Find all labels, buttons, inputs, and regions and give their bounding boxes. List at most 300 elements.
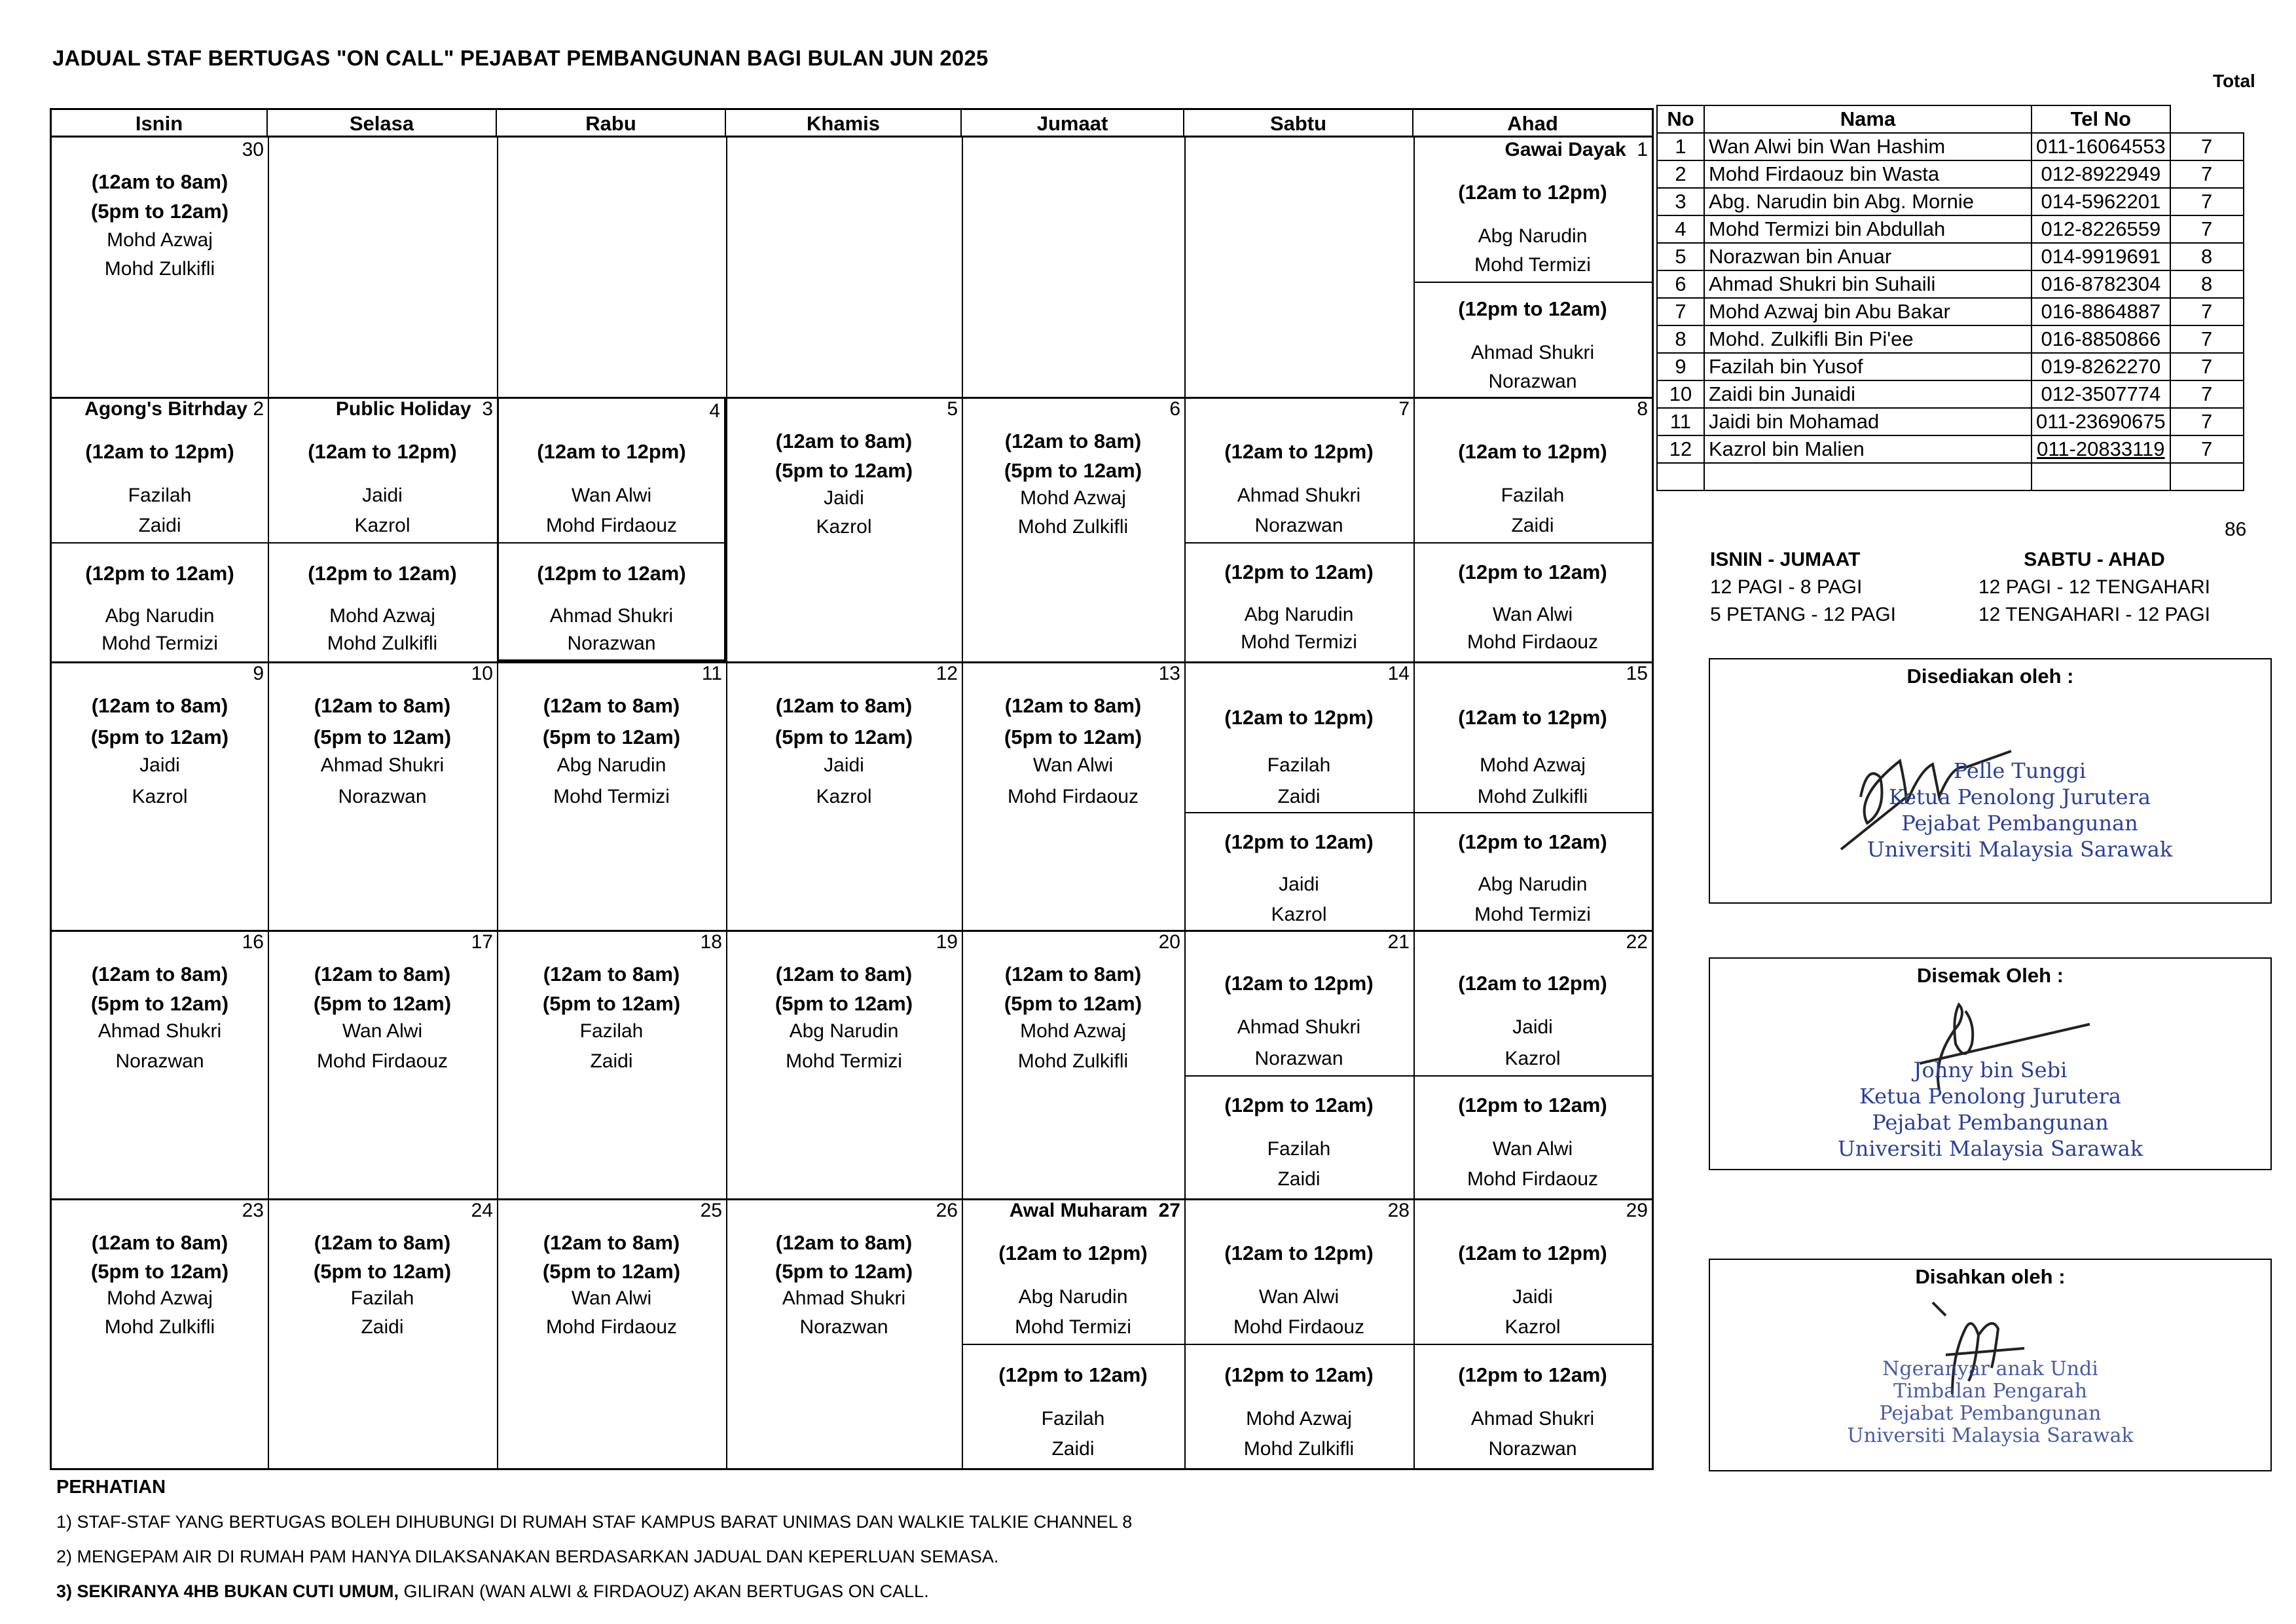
shift-divider [1413,812,1652,813]
staff-name: Abg Narudin [556,754,666,776]
holiday-label: Awal Muharam 27 [1009,1200,1180,1221]
staff-name: Kazrol [354,515,410,536]
staff-name: Mohd Firdaouz [545,515,678,536]
calendar-day-5 [726,397,962,661]
day-header-ahad: Ahad [1413,110,1652,138]
staff-name: Norazwan [115,1050,204,1072]
staff-tel: 012-3507774 [2032,380,2170,408]
table-row [1657,270,2244,298]
shift-divider [1184,1075,1413,1077]
staff-name: Norazwan [338,786,427,807]
calendar-day-7 [1184,397,1413,661]
calendar-day-15 [1413,661,1652,930]
shift-label: (12pm to 12am) [998,1363,1148,1386]
day-number: 16 [242,931,264,953]
calendar-day-18 [497,930,726,1198]
stamp-line: Pejabat Pembangunan [1879,1402,2102,1425]
calendar-day-8 [1413,397,1652,661]
holiday-label: Agong's Bitrhday 2 [84,398,264,420]
day-number: 26 [936,1200,958,1221]
stamp-line: Pejabat Pembangunan [1872,1110,2109,1135]
shift-label: (5pm to 12am) [1004,726,1142,748]
shift-divider [1413,1344,1652,1345]
table-row [1657,133,2244,160]
shift-label: (5pm to 12am) [90,992,229,1015]
total-column-label: Total [2213,71,2255,91]
day-number: 18 [700,931,722,953]
day-number: 8 [1637,398,1648,420]
staff-name: Abg Narudin [1018,1286,1128,1308]
shift-divider [1184,812,1413,813]
staff-name: Wan Alwi [571,485,652,506]
staff-total: 7 [2170,353,2244,380]
staff-total: 7 [2170,380,2244,408]
shift-divider [1184,1344,1413,1345]
staff-no: 5 [1657,243,1704,270]
shift-label: (12am to 8am) [314,694,451,717]
staff-name: Mohd Termizi [1474,904,1591,925]
staff-no: 4 [1657,215,1704,243]
table-header-row [1657,105,2244,133]
shift-label: (12am to 8am) [91,1231,228,1254]
staff-name: Mohd Termizi [101,633,218,654]
staff-name: Fazilah [1267,754,1331,776]
staff-name: Kazrol bin Malien [1704,435,2032,463]
staff-name: Fazilah [1267,1138,1331,1160]
shift-label: (12am to 12pm) [537,440,686,463]
day-number: 24 [471,1200,493,1221]
shift-label: (12am to 8am) [775,963,913,986]
staff-name: Kazrol [1504,1048,1561,1069]
staff-name: Kazrol [1271,904,1327,925]
shift-label: (12am to 8am) [543,963,680,986]
stamp-line: Timbalan Pengarah [1893,1380,2088,1403]
shift-label: (12pm to 12am) [1458,297,1607,320]
calendar-day-13 [962,661,1184,930]
staff-name: Wan Alwi [1492,604,1573,625]
legend-weekend-title: SABTU - AHAD [2024,549,2165,570]
shift-divider [1413,1075,1652,1077]
staff-no: 9 [1657,353,1704,380]
shift-label: (12am to 8am) [543,1231,680,1254]
day-header-sabtu: Sabtu [1184,110,1413,138]
day-header-selasa: Selasa [268,110,497,138]
shift-label: (12am to 8am) [775,1231,913,1254]
staff-name: Norazwan [1488,371,1577,392]
staff-no: 2 [1657,160,1704,188]
staff-name: Ahmad Shukri [549,605,674,627]
staff-name: Wan Alwi bin Wan Hashim [1704,133,2032,160]
staff-table [1656,105,2244,491]
calendar-day-25 [497,1198,726,1470]
staff-name: Mohd Zulkifli [1017,1050,1129,1072]
calendar-day-29 [1413,1198,1652,1470]
table-row-empty [1657,463,2244,490]
staff-name: Kazrol [132,786,188,807]
staff-name: Kazrol [1504,1316,1561,1338]
shift-label: (12am to 12pm) [1458,1242,1607,1264]
staff-name: Mohd Termizi [1474,254,1591,276]
staff-name: Zaidi [1277,786,1321,807]
shift-label: (12am to 8am) [91,170,228,193]
shift-label: (12am to 8am) [1004,430,1142,452]
shift-label: (12am to 12pm) [85,440,234,463]
stamp-line: Pejabat Pembangunan [1901,811,2138,836]
calendar-day-14 [1184,661,1413,930]
day-number: 7 [1398,398,1410,420]
note-3: 3) SEKIRANYA 4HB BUKAN CUTI UMUM, GILIRAN (WAN ALWI & FIRDAOUZ) AKAN BERTUGAS ON CALL. [56,1581,929,1601]
staff-name: Jaidi [139,754,180,776]
staff-name: Mohd Firdaouz [316,1050,448,1072]
staff-no: 3 [1657,188,1704,215]
staff-name: Norazwan [1254,515,1343,536]
staff-name: Wan Alwi [1492,1138,1573,1160]
note-2: 2) MENGEPAM AIR DI RUMAH PAM HANYA DILAKSANAKAN BERDASARKAN JADUAL DAN KEPERLUAN SEMASA. [56,1547,999,1566]
staff-name: Norazwan [799,1316,888,1338]
staff-name: Mohd Termizi [1015,1316,1131,1338]
staff-name: Abg Narudin [105,605,215,627]
day-number: 17 [471,931,493,953]
shift-label: (12pm to 12am) [1224,561,1374,583]
staff-name: Mohd Zulkifli [327,633,438,654]
staff-name: Wan Alwi [571,1287,652,1309]
shift-label: (12am to 8am) [314,963,451,986]
shift-label: (12pm to 12am) [85,562,234,585]
staff-name: Wan Alwi [1258,1286,1339,1308]
staff-name: Norazwan [567,633,656,654]
shift-divider [1184,542,1413,544]
table-row [1657,380,2244,408]
staff-total: 7 [2170,298,2244,325]
staff-name: Mohd Azwaj [329,605,435,627]
staff-total: 7 [2170,133,2244,160]
legend-weekday [1710,549,1896,626]
stamp-line: Ketua Penolong Jurutera [1889,784,2151,809]
staff-name: Ahmad Shukri [320,754,445,776]
staff-tel: 011-23690675 [2032,408,2170,435]
stamp-line: Ketua Penolong Jurutera [1859,1084,2121,1109]
stamp-line: Johny bin Sebi [1913,1058,2068,1082]
shift-label: (12am to 8am) [775,694,913,717]
day-number: 29 [1626,1200,1648,1221]
table-row [1657,243,2244,270]
holiday-label: Gawai Dayak 1 [1504,139,1648,160]
staff-name: Jaidi [1512,1016,1553,1038]
staff-no: 7 [1657,298,1704,325]
staff-tel: 014-9919691 [2032,243,2170,270]
staff-name: Abg Narudin [789,1020,899,1042]
shift-label: (12pm to 12am) [1458,830,1607,853]
stamp-line: Universiti Malaysia Sarawak [1847,1424,2134,1447]
calendar-day-1 [1413,138,1652,397]
staff-tel: 016-8782304 [2032,270,2170,298]
day-number: 20 [1158,931,1180,953]
table-row [1657,435,2244,463]
shift-label: (12am to 12pm) [1458,440,1607,463]
staff-name: Wan Alwi [342,1020,423,1042]
staff-total: 7 [2170,325,2244,353]
staff-name: Fazilah [1501,485,1565,506]
day-number: 10 [471,663,493,684]
shift-label: (5pm to 12am) [774,726,913,748]
day-number: 28 [1387,1200,1410,1221]
stamp-line: Universiti Malaysia Sarawak [1837,1136,2143,1161]
legend-weekday-title: ISNIN - JUMAAT [1710,549,1861,570]
column-header: Tel No [2032,105,2170,133]
staff-name: Mohd Zulkifli [1243,1438,1355,1460]
staff-name: Kazrol [816,786,872,807]
shift-label: (5pm to 12am) [1004,459,1142,482]
shift-label: (12pm to 12am) [1224,830,1374,853]
shift-label: (12am to 8am) [775,430,913,452]
stamp-line: Ngeranyar anak Undi [1882,1357,2098,1380]
shift-label: (12am to 12pm) [1458,706,1607,729]
legend-weekday-shift-2: 5 PETANG - 12 PAGI [1710,604,1896,625]
shift-label: (12pm to 12am) [537,562,686,585]
notes-heading: PERHATIAN [56,1477,166,1498]
table-row [1657,353,2244,380]
calendar-day-10 [268,661,497,930]
staff-name: Jaidi [1279,874,1319,895]
day-number: 5 [947,398,958,420]
staff-name: Abg Narudin [1244,604,1354,625]
column-header: No [1657,105,1704,133]
shift-label: (5pm to 12am) [90,726,229,748]
staff-name: Abg Narudin [1478,874,1588,895]
legend-weekend-shift-1: 12 PAGI - 12 TENGAHARI [1978,576,2211,598]
staff-total: 7 [2170,215,2244,243]
calendar-day-6 [962,397,1184,661]
staff-name: Mohd Termizi [1241,631,1357,653]
staff-name: Mohd Zulkifli [1017,516,1129,538]
staff-name: Mohd Firdaouz [545,1316,678,1338]
day-number: 19 [936,931,958,953]
shift-label: (12pm to 12am) [1458,1363,1607,1386]
staff-no: 1 [1657,133,1704,160]
staff-name: Mohd Azwaj [1020,1020,1126,1042]
staff-total: 7 [2170,435,2244,463]
shift-label: (12am to 12pm) [1458,972,1607,995]
shift-label: (12pm to 12am) [308,562,457,585]
shift-label: (12am to 12pm) [1458,181,1607,204]
day-number: 13 [1158,663,1180,684]
table-row [1657,298,2244,325]
staff-name: Kazrol [816,516,872,538]
day-header-khamis: Khamis [726,110,962,138]
day-header-isnin: Isnin [52,110,268,138]
staff-name: Ahmad Shukri [1237,485,1361,506]
shift-label: (12pm to 12am) [1458,561,1607,583]
shift-divider [52,542,268,544]
calendar-day-22 [1413,930,1652,1198]
staff-name: Mohd Zulkifli [104,258,215,280]
staff-name: Jaidi bin Mohamad [1704,408,2032,435]
staff-total: 7 [2170,188,2244,215]
shift-label: (12am to 8am) [91,963,228,986]
staff-name: Jaidi [824,487,864,509]
staff-name: Mohd Firdaouz [1233,1316,1365,1338]
table-row [1657,188,2244,215]
calendar-day-30 [52,138,268,397]
stamp-line: Universiti Malaysia Sarawak [1867,837,2173,862]
shift-divider [962,1344,1184,1345]
shift-divider [1413,282,1652,283]
day-number: 30 [242,139,264,160]
staff-name: Fazilah bin Yusof [1704,353,2032,380]
staff-tel: 016-8864887 [2032,298,2170,325]
staff-name: Mohd Azwaj [1480,754,1586,776]
table-row [1657,160,2244,188]
shift-label: (5pm to 12am) [313,1260,452,1283]
calendar-day-28 [1184,1198,1413,1470]
staff-no: 12 [1657,435,1704,463]
staff-tel: 014-5962201 [2032,188,2170,215]
checked-by-title: Disemak Oleh : [1917,964,2064,987]
staff-total: 8 [2170,243,2244,270]
page-title: JADUAL STAF BERTUGAS "ON CALL" PEJABAT PEMBANGUNAN BAGI BULAN JUN 2025 [52,46,989,70]
shift-label: (12am to 8am) [1004,963,1142,986]
staff-name: Mohd Termizi [786,1050,902,1072]
total-header-empty [2170,105,2244,133]
shift-label: (5pm to 12am) [313,726,452,748]
shift-label: (5pm to 12am) [1004,992,1142,1015]
day-number: 21 [1387,931,1410,953]
staff-name: Mohd Firdaouz bin Wasta [1704,160,2032,188]
staff-name: Fazilah [128,485,192,506]
calendar-day-19 [726,930,962,1198]
calendar-day-2 [52,397,268,661]
checked-by-box [1709,957,2272,1170]
staff-name: Fazilah [350,1287,414,1309]
day-number: 9 [253,663,264,684]
shift-label: (12am to 8am) [91,694,228,717]
shift-label: (12am to 12pm) [998,1242,1148,1264]
table-row [1657,215,2244,243]
holiday-label: Public Holiday 3 [335,398,493,420]
checked-by-stamp [1710,1057,2270,1162]
table-row [1657,325,2244,353]
staff-name: Jaidi [1512,1286,1553,1308]
shift-label: (12am to 8am) [314,1231,451,1254]
legend-weekend-shift-2: 12 TENGAHARI - 12 PAGI [1978,604,2211,625]
day-header-rabu: Rabu [497,110,726,138]
day-number: 25 [700,1200,722,1221]
staff-name: Norazwan bin Anuar [1704,243,2032,270]
notes-section [56,1470,1132,1609]
staff-name: Jaidi [362,485,403,506]
staff-name: Mohd Termizi [553,786,670,807]
staff-name: Mohd Azwaj [107,1287,213,1309]
shift-label: (12am to 8am) [1004,694,1142,717]
staff-tel: 011-16064553 [2032,133,2170,160]
shift-label: (5pm to 12am) [774,459,913,482]
shift-label: (5pm to 12am) [774,992,913,1015]
column-header: Nama [1704,105,2032,133]
staff-name: Ahmad Shukri [782,1287,906,1309]
prepared-by-title: Disediakan oleh : [1906,665,2074,688]
approved-by-box [1709,1259,2272,1471]
calendar-day-12 [726,661,962,930]
shift-label: (5pm to 12am) [542,992,681,1015]
staff-no: 8 [1657,325,1704,353]
shift-label: (12am to 12pm) [1224,1242,1374,1264]
prepared-by-box [1709,658,2272,904]
day-number: 6 [1169,398,1180,420]
total-sum: 86 [2225,519,2247,540]
staff-total: 7 [2170,160,2244,188]
shift-divider [1413,542,1652,544]
staff-tel: 012-8226559 [2032,215,2170,243]
calendar-day-26 [726,1198,962,1470]
staff-name: Fazilah [579,1020,644,1042]
staff-name: Mohd Firdaouz [1467,1168,1599,1190]
staff-name: Mohd. Zulkifli Bin Pi'ee [1704,325,2032,353]
shift-label: (5pm to 12am) [774,1260,913,1283]
shift-divider [499,542,724,544]
staff-name: Mohd Azwaj [1020,487,1126,509]
calendar-day-21 [1184,930,1413,1198]
calendar-grid [50,108,1654,1470]
day-number: 14 [1387,663,1410,684]
staff-tel: 012-8922949 [2032,160,2170,188]
staff-name: Mohd Azwaj [1246,1408,1352,1430]
staff-name: Norazwan [1254,1048,1343,1069]
staff-name: Zaidi bin Junaidi [1704,380,2032,408]
staff-name: Mohd Termizi bin Abdullah [1704,215,2032,243]
calendar-day-4 [497,397,726,661]
shift-label: (12pm to 12am) [1224,1363,1374,1386]
staff-name: Zaidi [1051,1438,1095,1460]
staff-tel: 011-20833119 [2032,435,2170,463]
shift-label: (12am to 8am) [543,694,680,717]
day-number: 11 [701,663,722,684]
staff-no: 11 [1657,408,1704,435]
staff-total: 7 [2170,408,2244,435]
shift-divider [268,542,497,544]
shift-label: (12am to 12pm) [1224,706,1374,729]
calendar-day-20 [962,930,1184,1198]
staff-name: Mohd Azwaj bin Abu Bakar [1704,298,2032,325]
shift-label: (12pm to 12am) [1224,1094,1374,1116]
staff-name: Zaidi [590,1050,633,1072]
calendar-day-24 [268,1198,497,1470]
shift-label: (5pm to 12am) [90,1260,229,1283]
staff-name: Mohd Zulkifli [1477,786,1588,807]
day-header-jumaat: Jumaat [962,110,1184,138]
stamp-line: Pelle Tunggi [1953,758,2086,783]
staff-no: 6 [1657,270,1704,298]
staff-name: Jaidi [824,754,864,776]
legend-weekend [1978,549,2210,626]
approved-by-stamp [1710,1358,2270,1447]
staff-no: 10 [1657,380,1704,408]
shift-label: (12pm to 12am) [1458,1094,1607,1116]
staff-name: Mohd Azwaj [107,229,213,251]
day-number: 12 [936,663,958,684]
shift-label: (12am to 12pm) [308,440,457,463]
staff-name: Zaidi [1277,1168,1321,1190]
staff-name: Ahmad Shukri [1470,342,1595,363]
staff-name: Mohd Firdaouz [1007,786,1139,807]
staff-name: Ahmad Shukri bin Suhaili [1704,270,2032,298]
calendar-day-3 [268,397,497,661]
day-number: 22 [1626,931,1648,953]
staff-name: Wan Alwi [1032,754,1114,776]
staff-name: Zaidi [361,1316,404,1338]
staff-total: 8 [2170,270,2244,298]
staff-name: Norazwan [1488,1438,1577,1460]
calendar-day-16 [52,930,268,1198]
